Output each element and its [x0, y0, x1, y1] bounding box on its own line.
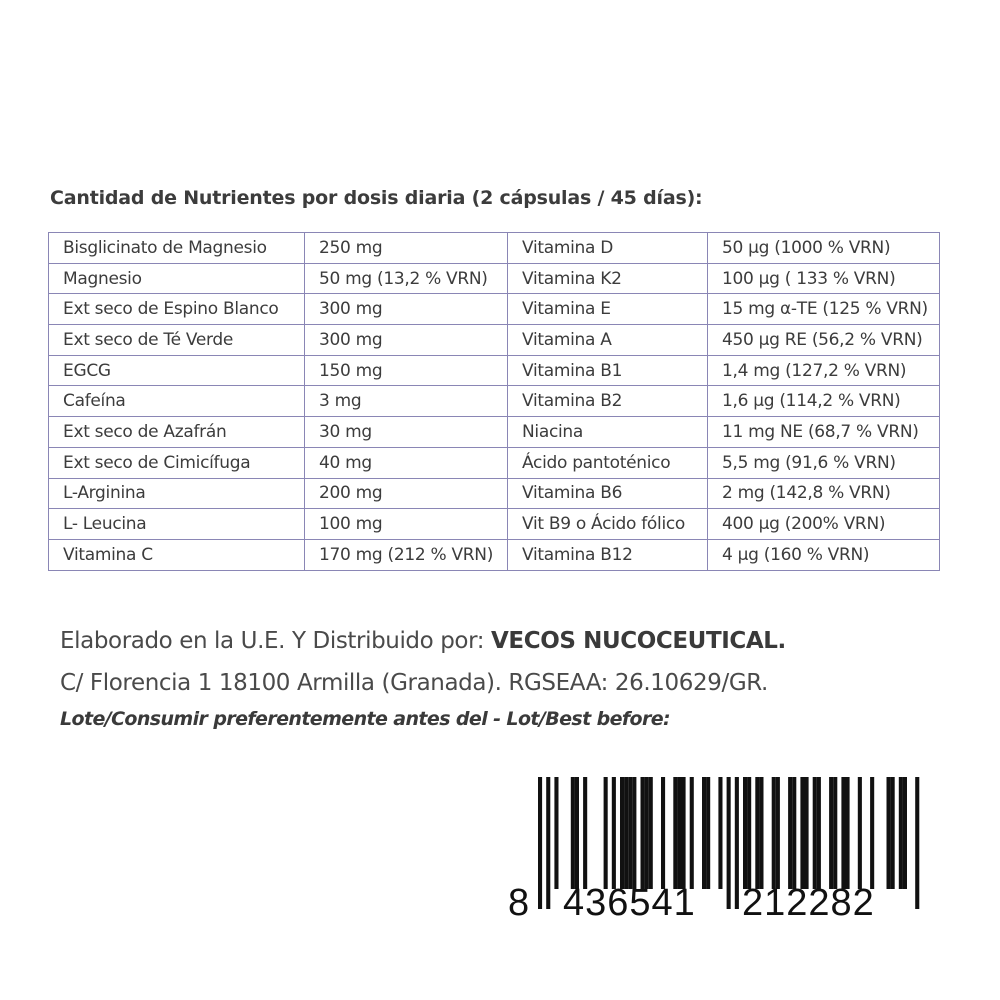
- nutrient-amount: 2 mg (142,8 % VRN): [708, 478, 940, 509]
- barcode-bar: [649, 777, 653, 889]
- barcode-bar: [891, 777, 895, 889]
- barcode-bar: [800, 777, 804, 889]
- nutrient-row: [49, 294, 940, 325]
- barcode-first-digit: 8: [508, 882, 531, 924]
- nutrient-row: [49, 355, 940, 386]
- nutrient-row: [49, 417, 940, 448]
- barcode-bar: [682, 777, 686, 889]
- barcode-bar: [554, 777, 558, 889]
- nutrient-amount: 3 mg: [305, 386, 508, 417]
- barcode-bar: [788, 777, 792, 889]
- barcode-bar: [673, 777, 677, 889]
- barcode-bar: [641, 777, 645, 889]
- nutrient-row: [49, 447, 940, 478]
- nutrient-row: [49, 325, 940, 356]
- nutrients-table: [48, 232, 940, 571]
- barcode-bar: [792, 777, 796, 889]
- nutrient-amount: 100 µg ( 133 % VRN): [708, 263, 940, 294]
- barcode-bar: [624, 777, 628, 889]
- barcode-bar: [702, 777, 706, 889]
- nutrient-amount: 200 mg: [305, 478, 508, 509]
- barcode-bar: [858, 777, 862, 889]
- barcode-bar: [727, 777, 731, 909]
- barcode-bar: [899, 777, 903, 889]
- nutrient-name: L- Leucina: [49, 509, 305, 540]
- barcode-bar: [747, 777, 751, 889]
- barcode-right-group: 212282: [742, 882, 875, 924]
- nutrient-row: [49, 263, 940, 294]
- barcode-bar: [632, 777, 636, 889]
- nutrient-amount: 5,5 mg (91,6 % VRN): [708, 447, 940, 478]
- barcode-bar: [575, 777, 579, 889]
- nutrient-amount: 400 µg (200% VRN): [708, 509, 940, 540]
- nutrient-name: Ext seco de Espino Blanco: [49, 294, 305, 325]
- barcode-bar: [772, 777, 776, 889]
- nutrient-amount: 4 µg (160 % VRN): [708, 539, 940, 570]
- nutrient-amount: 15 mg α-TE (125 % VRN): [708, 294, 940, 325]
- barcode-bar: [776, 777, 780, 889]
- barcode-bar: [817, 777, 821, 889]
- nutrient-row: [49, 539, 940, 570]
- barcode-bar: [887, 777, 891, 889]
- nutrient-amount: 170 mg (212 % VRN): [305, 539, 508, 570]
- barcode-bar: [870, 777, 874, 889]
- nutrient-name: L-Arginina: [49, 478, 305, 509]
- distributor-line: [60, 628, 786, 654]
- nutrient-amount: 150 mg: [305, 355, 508, 386]
- nutrient-name: Ext seco de Cimicífuga: [49, 447, 305, 478]
- nutrient-name: Niacina: [508, 417, 708, 448]
- barcode-bar: [743, 777, 747, 889]
- barcode-bar: [538, 777, 542, 909]
- nutrient-name: EGCG: [49, 355, 305, 386]
- nutrient-amount: 250 mg: [305, 233, 508, 264]
- nutrient-name: Ext seco de Azafrán: [49, 417, 305, 448]
- nutrient-amount: 30 mg: [305, 417, 508, 448]
- nutrient-row: [49, 478, 940, 509]
- barcode-bar: [833, 777, 837, 889]
- barcode-bar: [903, 777, 907, 889]
- barcode-bar: [805, 777, 809, 889]
- barcode-bar: [645, 777, 649, 889]
- nutrient-row: [49, 386, 940, 417]
- barcode-bar: [612, 777, 616, 889]
- nutrient-name: Vitamina K2: [508, 263, 708, 294]
- nutrient-name: Bisglicinato de Magnesio: [49, 233, 305, 264]
- nutrient-name: Magnesio: [49, 263, 305, 294]
- nutrient-name: Vitamina A: [508, 325, 708, 356]
- nutrient-amount: 50 mg (13,2 % VRN): [305, 263, 508, 294]
- barcode-bar: [546, 777, 550, 909]
- barcode-bar: [718, 777, 722, 889]
- nutrient-amount: 300 mg: [305, 325, 508, 356]
- barcode-bar: [604, 777, 608, 889]
- distributor-company: VECOS NUCOCEUTICAL.: [491, 628, 786, 654]
- barcode-bar: [846, 777, 850, 889]
- nutrient-name: Vitamina B1: [508, 355, 708, 386]
- nutrient-name: Vitamina B2: [508, 386, 708, 417]
- barcode-bar: [755, 777, 759, 889]
- nutrient-name: Ácido pantoténico: [508, 447, 708, 478]
- nutrient-name: Vitamina B6: [508, 478, 708, 509]
- barcode-bar: [628, 777, 632, 889]
- nutrient-amount: 50 µg (1000 % VRN): [708, 233, 940, 264]
- nutrient-amount: 1,6 µg (114,2 % VRN): [708, 386, 940, 417]
- barcode-bar: [706, 777, 710, 889]
- barcode-bar: [620, 777, 624, 889]
- nutrient-name: Vitamina D: [508, 233, 708, 264]
- nutrient-amount: 1,4 mg (127,2 % VRN): [708, 355, 940, 386]
- nutrient-row: [49, 233, 940, 264]
- barcode-bar: [583, 777, 587, 889]
- distributor-address: C/ Florencia 1 18100 Armilla (Granada). RGSEAA: 26.10629/GR.: [60, 670, 768, 696]
- barcode-bar: [571, 777, 575, 889]
- nutrient-amount: 11 mg NE (68,7 % VRN): [708, 417, 940, 448]
- nutrient-name: Vitamina C: [49, 539, 305, 570]
- nutrients-heading: Cantidad de Nutrientes por dosis diaria (2 cápsulas / 45 días):: [50, 187, 703, 209]
- barcode-bar: [690, 777, 694, 889]
- barcode-bar: [915, 777, 919, 909]
- barcode-bar: [661, 777, 665, 889]
- nutrient-amount: 100 mg: [305, 509, 508, 540]
- barcode-bar: [841, 777, 845, 889]
- barcode-bar: [735, 777, 739, 909]
- nutrient-name: Vitamina B12: [508, 539, 708, 570]
- nutrient-amount: 300 mg: [305, 294, 508, 325]
- nutrient-name: Cafeína: [49, 386, 305, 417]
- nutrient-amount: 40 mg: [305, 447, 508, 478]
- barcode-left-group: 436541: [563, 882, 696, 924]
- barcode-bar: [813, 777, 817, 889]
- nutrient-row: [49, 509, 940, 540]
- lot-best-before: Lote/Consumir preferentemente antes del - Lot/Best before:: [60, 708, 671, 730]
- nutrient-amount: 450 µg RE (56,2 % VRN): [708, 325, 940, 356]
- nutrient-name: Vitamina E: [508, 294, 708, 325]
- nutrient-name: Vit B9 o Ácido fólico: [508, 509, 708, 540]
- barcode-bar: [759, 777, 763, 889]
- barcode-bar: [677, 777, 681, 889]
- distributor-prefix: Elaborado en la U.E. Y Distribuido por:: [60, 628, 491, 654]
- barcode-bar: [829, 777, 833, 889]
- nutrient-name: Ext seco de Té Verde: [49, 325, 305, 356]
